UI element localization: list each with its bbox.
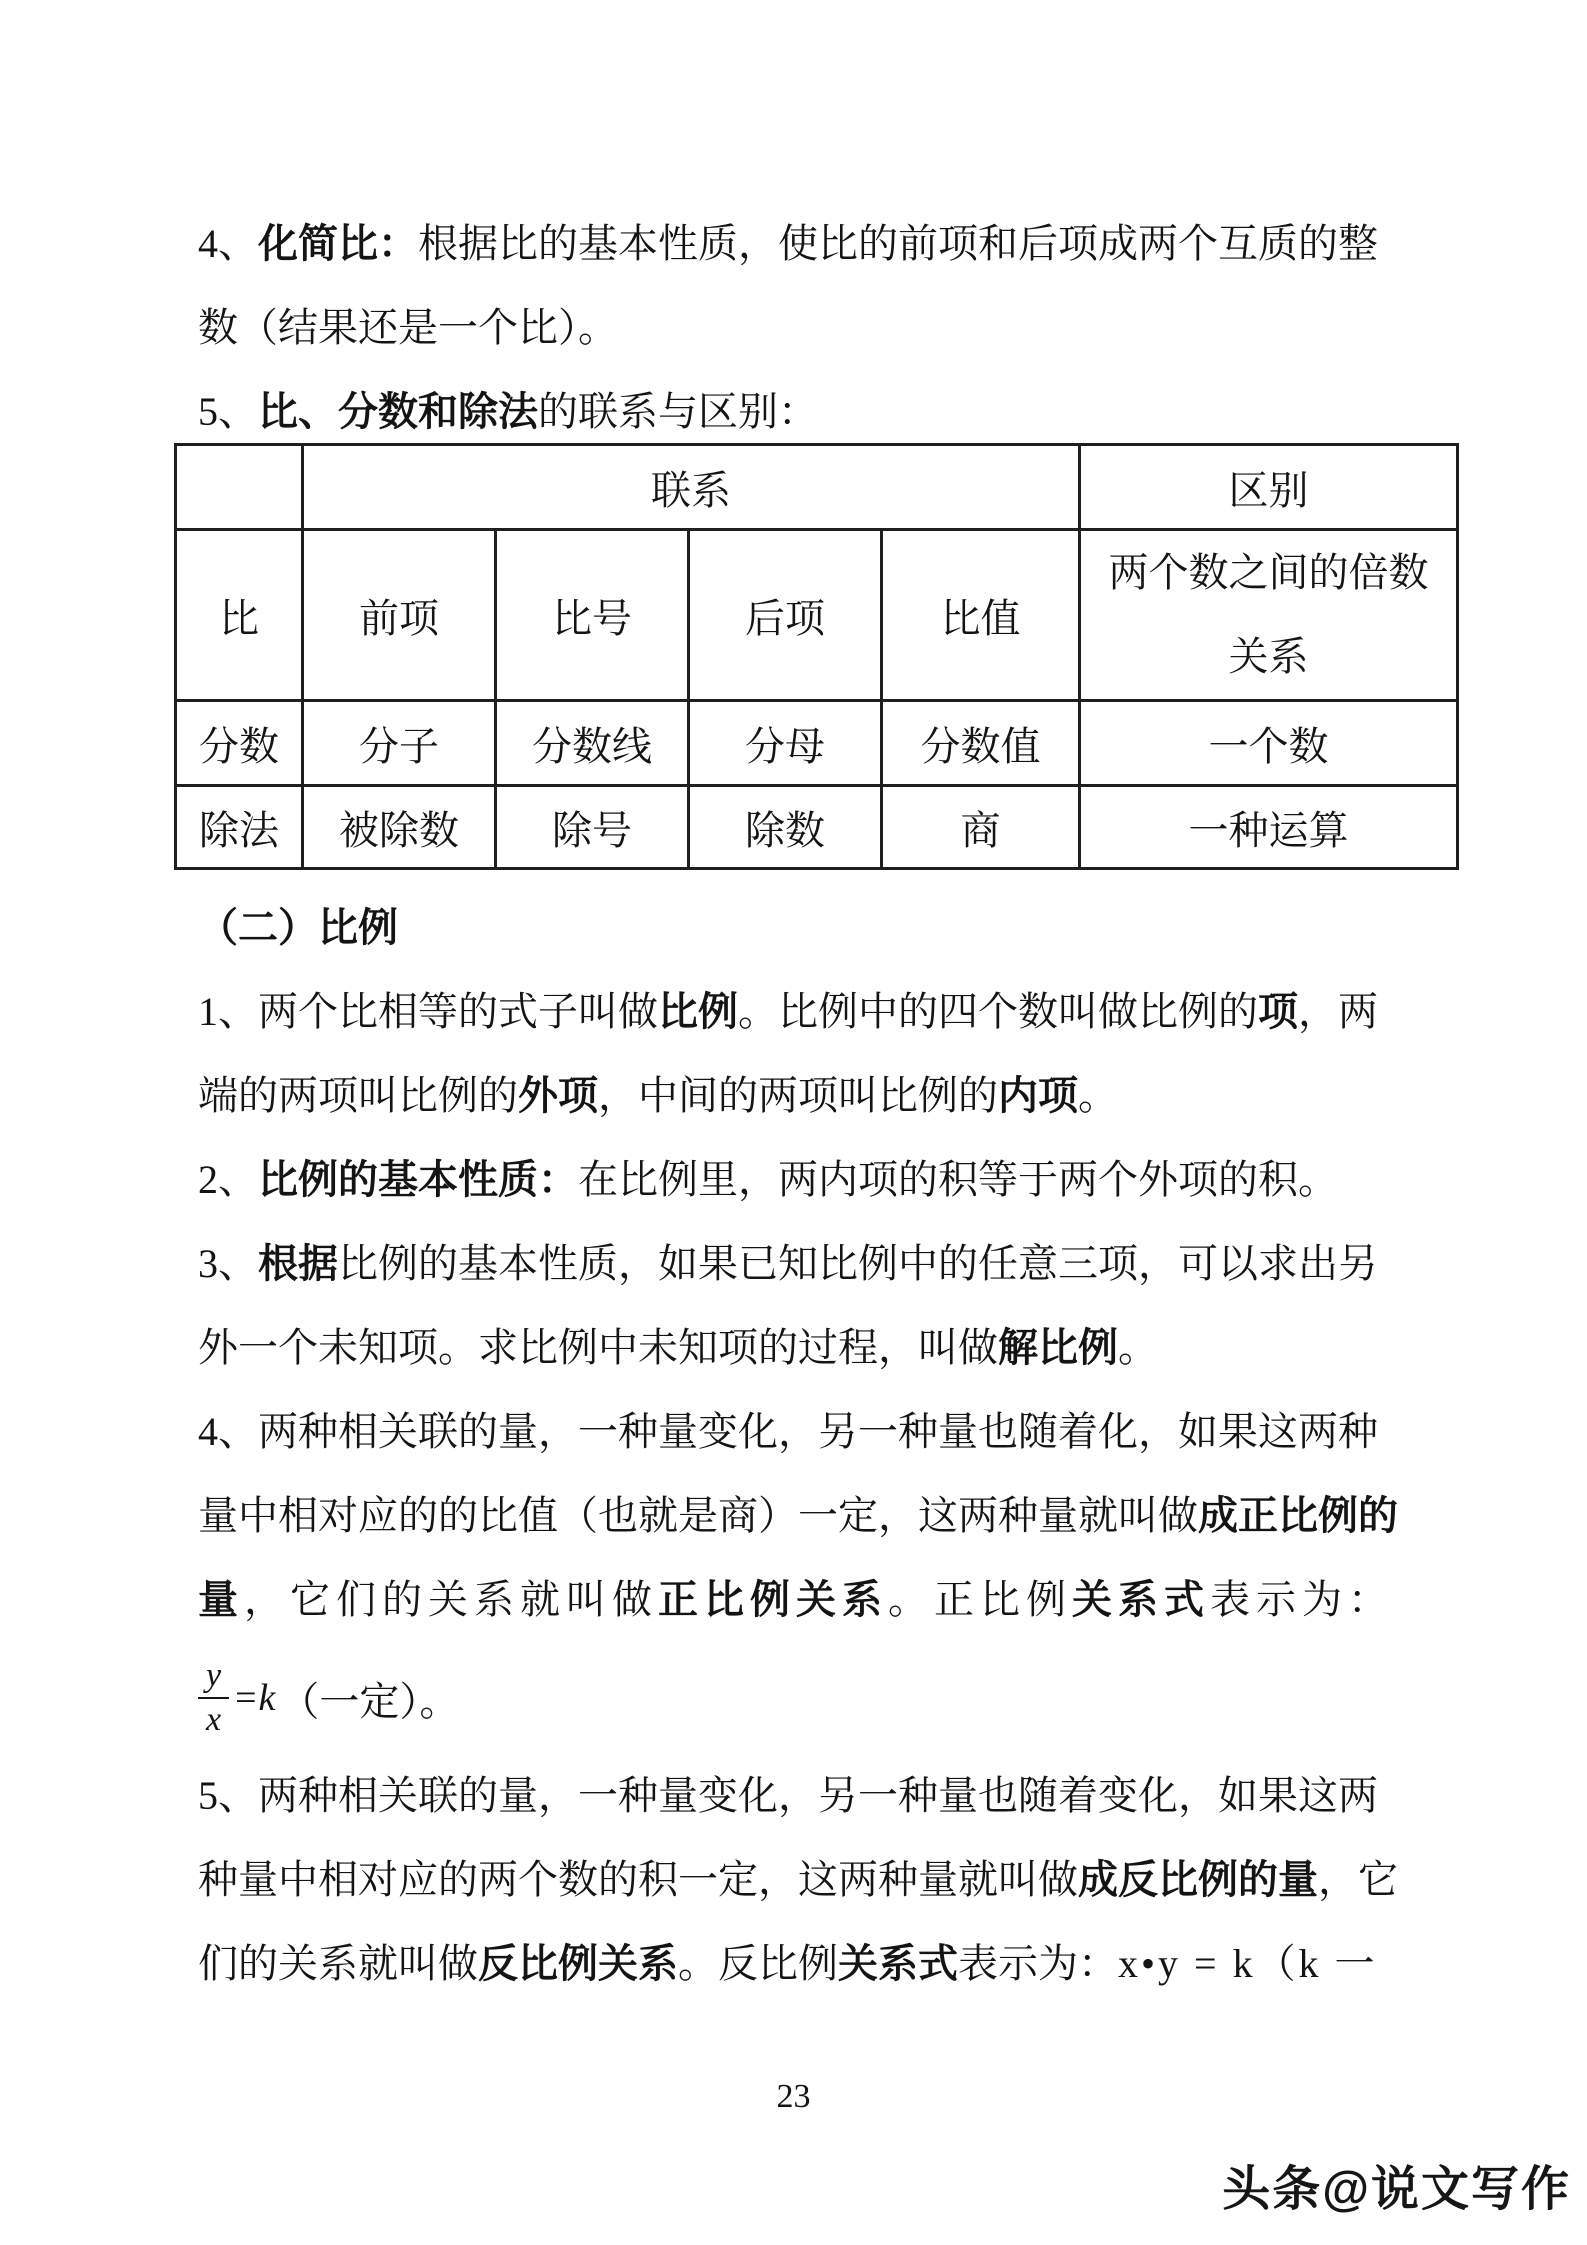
table-cell: 比 [176,530,303,701]
watermark: 头条@说文写作 [1222,2163,1571,2216]
text-segment: 们的关系就叫做 [198,1941,478,1986]
table-row [176,701,1458,786]
text-segment: 根据比的基本性质，使比的前项和后项成两个互质的整 [418,221,1378,266]
text-segment: 外一个未知项。求比例中未知项的过程，叫做 [198,1325,998,1370]
text-line [198,1922,1390,2006]
text-segment: 解比例 [998,1325,1118,1370]
table-header-diff: 区别 [1080,445,1458,530]
text-segment: 关系式 [1072,1577,1210,1622]
text-segment: 比例的基本性质，如果已知比例中的任意三项，可以求出另 [338,1241,1378,1286]
text-segment: 。 [1078,1073,1118,1118]
fraction-denominator: x [206,1701,222,1738]
text-segment: 种量中相对应的两个数的积一定，这两种量就叫做 [198,1857,1078,1902]
table-header-link: 联系 [303,445,1080,530]
table-cell-empty [176,445,303,530]
text-line [198,202,1390,286]
text-line [198,970,1390,1054]
table-cell: 分数 [176,701,303,786]
table-cell-diff: 两个数之间的倍数关系 [1080,530,1458,701]
text-line [198,1138,1390,1222]
text-line [198,1222,1390,1306]
text-line [198,1054,1390,1138]
text-segment: 表示为： [958,1941,1118,1986]
text-line [198,1474,1398,1558]
text-segment: （二）比例 [198,905,398,950]
table-cell: 比值 [882,530,1080,701]
text-line [198,1838,1398,1922]
table-cell: 比号 [496,530,689,701]
comparison-table [174,443,1459,870]
text-line [198,1390,1390,1474]
text-segment: 表示为： [1210,1577,1394,1622]
section-heading [198,886,1390,970]
text-segment: 比、分数和除法 [258,389,538,434]
equals-sign: = [235,1677,257,1719]
text-segment: 1、两个比相等的式子叫做 [198,989,658,1034]
table-row [176,445,1458,530]
text-segment: 量 [198,1577,244,1622]
text-segment: 成正比例的 [1198,1493,1398,1538]
document-content [198,202,1429,2006]
text-line [198,1306,1390,1390]
text-segment: 关系式 [838,1941,958,1986]
text-segment: 端的两项叫比例的 [198,1073,518,1118]
text-segment: 3、 [198,1241,258,1286]
table-row [176,786,1458,869]
text-segment: ，中间的两项叫比例的 [598,1073,998,1118]
text-segment: 。比例中的四个数叫做比例的 [738,989,1258,1034]
text-segment: 化简比： [258,221,418,266]
comparison-table-wrap [174,443,1429,870]
table-cell: 除法 [176,786,303,869]
text-segment: 数（结果还是一个比）。 [198,305,618,350]
table-row [176,530,1458,701]
constant-k: k [258,1677,276,1719]
text-segment: ，两 [1298,989,1378,1034]
text-line [198,286,1390,370]
text-segment: 比例 [658,989,738,1034]
text-segment: 根据 [258,1241,338,1286]
text-segment: 在比例里，两内项的积等于两个外项的积。 [578,1157,1338,1202]
text-segment: 。反比例 [678,1941,838,1986]
fraction-numerator: y [198,1655,229,1699]
table-cell: 后项 [689,530,882,701]
text-segment: 的联系与区别： [538,389,818,434]
table-cell: 商 [882,786,1080,869]
text-segment: 外项 [518,1073,598,1118]
table-cell: 分子 [303,701,496,786]
table-cell: 分母 [689,701,882,786]
text-segment: 5、 [198,389,258,434]
table-cell: 被除数 [303,786,496,869]
text-segment: 反比例关系 [478,1941,678,1986]
table-cell: 除号 [496,786,689,869]
text-segment: ，它们的关系就叫做 [244,1577,658,1622]
text-segment: 5、两种相关联的量，一种量变化，另一种量也随着变化，如果这两 [198,1773,1378,1818]
text-line [198,370,1390,454]
table-cell-diff: 一种运算 [1080,786,1458,869]
text-segment: ，它 [1318,1857,1398,1902]
text-segment: 正比例关系 [658,1577,888,1622]
text-segment: 2、 [198,1157,258,1202]
text-segment: 比例的基本性质： [258,1157,578,1202]
text-segment: 内项 [998,1073,1078,1118]
fraction [198,1655,229,1741]
text-segment: 4、 [198,221,258,266]
table-cell: 分数线 [496,701,689,786]
proportion-formula [198,1642,1390,1754]
text-line [198,1754,1390,1838]
text-segment: 项 [1258,989,1298,1034]
formula-suffix: （一定）。 [279,1678,460,1724]
text-line [198,1558,1394,1642]
text-segment: 4、两种相关联的量，一种量变化，另一种量也随着化，如果这两种 [198,1409,1378,1454]
table-cell: 分数值 [882,701,1080,786]
text-segment: 。 [1118,1325,1158,1370]
table-cell: 除数 [689,786,882,869]
text-segment: x•y = k（k 一 [1118,1941,1378,1986]
table-cell-diff: 一个数 [1080,701,1458,786]
table-cell: 前项 [303,530,496,701]
page-number: 23 [776,2078,811,2115]
text-segment: 成反比例的量 [1078,1857,1318,1902]
text-segment: 量中相对应的的比值（也就是商）一定，这两种量就叫做 [198,1493,1198,1538]
text-segment: 。正比例 [888,1577,1072,1622]
